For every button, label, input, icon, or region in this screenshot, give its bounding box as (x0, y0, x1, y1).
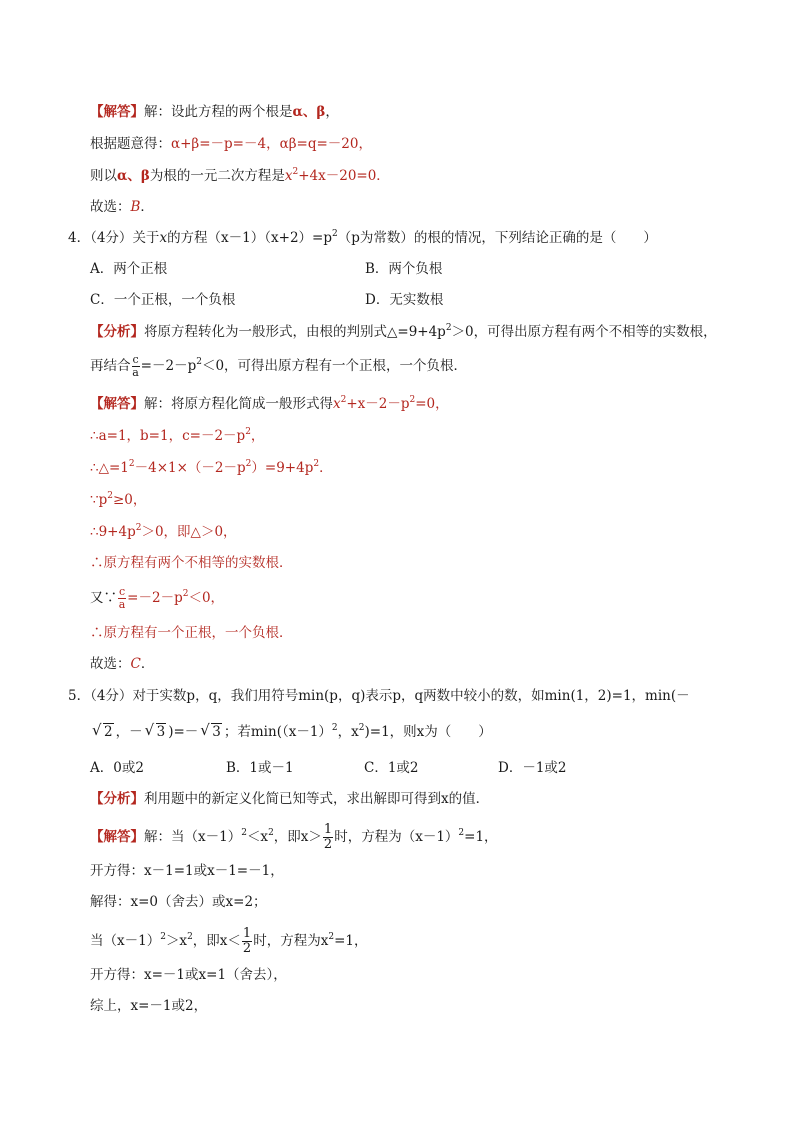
q4-answer-line-3: $\therefore\triangle=1^2-4\times 1\times(-2-p^2)=9+4p^2$． (90, 459, 333, 476)
sqrt-3: √ 3 (200, 722, 222, 742)
q3-choice: 故选：B． (90, 199, 154, 215)
fraction-c-over-a: $\frac{c}{a}$ (118, 585, 126, 611)
q4-choice: 故选：C． (90, 656, 155, 672)
q4-stem: 4．（4分）关于x的方程$(x-1)(x+2)=p^2(p$为常数）的根的情况，下列结论正确的是（ ） (68, 229, 657, 246)
q5-answer-line-6: 综上，x=－1或2， (90, 998, 208, 1014)
sqrt-3: √ 3 (145, 722, 167, 742)
q4-option-c: C．一个正根，一个负根 (90, 292, 236, 308)
q5-answer-line-5: 开方得：x=－1或x=1（舍去）， (90, 967, 287, 983)
q5-answer-line-2: 开方得：x－1=1或x－1=－1， (90, 863, 284, 879)
q4-answer-line-1: 【解答】解：将原方程化简成一般形式得$x^2+x-2-p^2=0$， (90, 395, 449, 412)
question-number: 4． (68, 230, 91, 246)
q5-answer-line-1: 【解答】解：当$(x-1)^2<x^2$，即x＞ $\frac{1}{2}$ 时，方程为$(x-1)^2=1$， (90, 822, 498, 852)
q4-option-d: D．无实数根 (365, 292, 444, 308)
q4-answer-line-8: ∴原方程有一个正根，一个负根． (90, 625, 293, 641)
q5-analysis: 【分析】利用题中的新定义化简已知等式，求出解即可得到x的值． (90, 791, 490, 807)
fraction-one-half: $\frac{1}{2}$ (323, 822, 333, 852)
fraction-one-half: $\frac{1}{2}$ (242, 926, 252, 956)
q5-stem-line-1: 5．（4分）对于实数p，q，我们用符号min(p，q)表示p，q两数中较小的数，如min(1，2)=1，min(－ (68, 688, 690, 704)
q5-stem-line-2: √ 2 ，－√ 3 )=－√ 3 ；若$\min((x-1)^2$，$x^2)=1$，则x为（ ） (90, 722, 492, 742)
q4-answer-line-5: $\therefore 9+4p^2>0$，即△＞0， (90, 523, 237, 540)
fraction-c-over-a: $\frac{c}{a}$ (132, 353, 139, 379)
q5-answer-line-4: 当$(x-1)^2>x^2$，即x＜ $\frac{1}{2}$ 时，方程为$x^2=1$， (90, 926, 368, 956)
question-number: 5． (68, 688, 91, 704)
q4-analysis-line-2: 再结合 $\frac{c}{a}$ $=-2-p^2<0$，可得出原方程有一个正根，一个负根． (90, 353, 468, 379)
q4-analysis-line-1: 【分析】将原方程转化为一般形式，由根的判别式$\triangle=9+4p^2>0$，可得出原方程有两个不相等的实数根， (90, 323, 717, 340)
q4-option-a: A．两个正根 (90, 261, 168, 277)
q3-answer-line-3: 则以α、β为根的一元二次方程是$x^2+4x-20=0$． (90, 167, 390, 184)
analysis-tag: 【分析】 (90, 791, 144, 807)
q5-option-a: A．0或2 (90, 760, 144, 776)
q5-option-c: C．1或2 (364, 760, 419, 776)
q4-answer-line-4: $\because p^2\ge 0$， (90, 491, 147, 508)
q5-option-b: B．1或－1 (226, 760, 294, 776)
q5-answer-line-3: 解得：x=0（舍去）或x=2； (90, 894, 267, 910)
q3-answer-line-1: 【解答】解：设此方程的两个根是α、β， (90, 104, 339, 120)
q4-option-b: B．两个负根 (365, 261, 443, 277)
q4-answer-line-2: ∴a=1，b=1，$c=-2-p^2$， (90, 427, 265, 444)
answer-tag: 【解答】 (90, 829, 144, 845)
q4-answer-line-6: ∴原方程有两个不相等的实数根． (90, 555, 293, 571)
sqrt-2: √ 2 (92, 722, 114, 742)
q4-answer-line-7: 又∵ $\frac{c}{a}$ $=-2-p^2<0$， (90, 585, 225, 611)
q5-option-d: D．－1或2 (498, 760, 567, 776)
analysis-tag: 【分析】 (90, 324, 144, 340)
answer-tag: 【解答】 (90, 104, 144, 120)
q3-answer-line-2: 根据题意得：α+β=－p=－4，αβ=q=－20， (90, 136, 372, 152)
answer-tag: 【解答】 (90, 396, 144, 412)
